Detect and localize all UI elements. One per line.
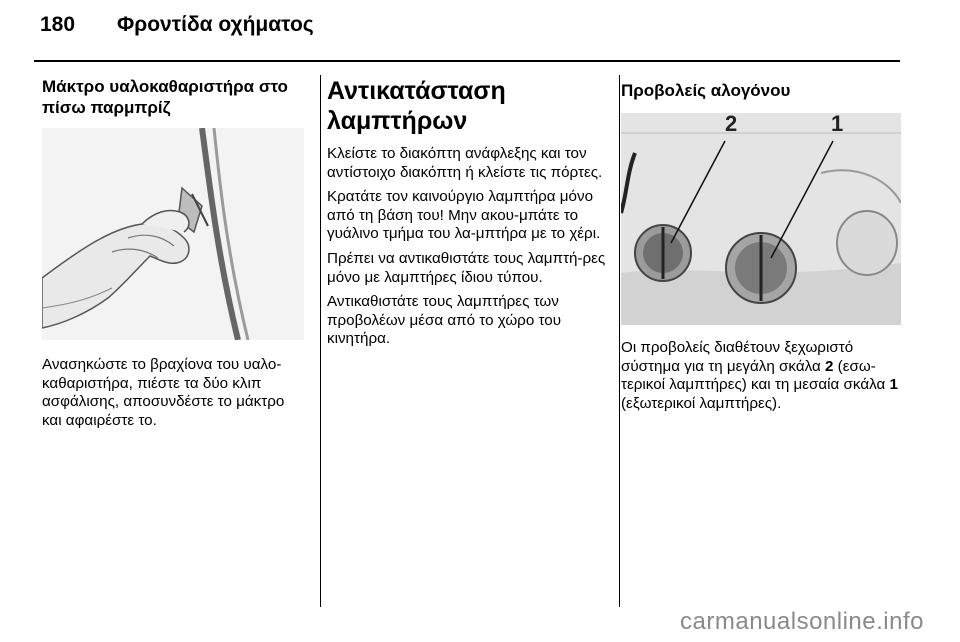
wiper-blade-text: Ανασηκώστε το βραχίονα του υαλο-καθαριστήρα, πιέστε τα δύο κλιπ ασφάλισης, αποσυνδέστε το μάκτρο και αφαιρέστε το. <box>42 356 285 429</box>
headlight-illustration <box>621 113 901 325</box>
halogen-text-bold-2: 2 <box>824 357 834 375</box>
halogen-headlights-section <box>621 76 903 419</box>
bulb-replacement-section <box>327 76 607 355</box>
halogen-text <box>621 339 903 413</box>
halogen-text-part-1: Οι προβολείς διαθέτουν ξεχωριστό σύστημα για τη μεγάλη σκάλα <box>621 339 854 375</box>
watermark: carmanualsonline.info <box>680 608 924 635</box>
callout-label-1: 1 <box>831 113 844 136</box>
bulb-paragraph-2: Κρατάτε τον καινούργιο λαμπτήρα μόνο από τη βάση του! Μην ακου-μπάτε το γυάλινο τμήμα του λα-μπτήρα με το χέρι. <box>327 188 601 243</box>
callout-label-2: 2 <box>725 113 738 136</box>
bulb-paragraph-3: Πρέπει να αντικαθιστάτε τους λαμπτή-ρες μόνο με λαμπτήρες ίδιου τύπου. <box>327 249 606 286</box>
halogen-text-part-3: (εξωτερικοί λαμπτήρες). <box>621 394 782 412</box>
bulb-paragraph-1: Κλείστε το διακόπτη ανάφλεξης και τον αντίστοιχο διακόπτη ή κλείστε τις πόρτες. <box>327 145 603 181</box>
halogen-heading: Προβολείς αλογόνου <box>621 81 791 100</box>
page-number: 180 <box>40 13 76 36</box>
page-title: Φροντίδα οχήματος <box>117 13 314 36</box>
wiper-blade-illustration <box>42 128 304 340</box>
bulb-paragraph-4: Αντικαθιστάτε τους λαμπτήρες των προβολέων μέσα από το χώρο του κινητήρα. <box>327 293 562 348</box>
halogen-text-bold-1: 1 <box>889 376 898 394</box>
halogen-text-part-2: (εσω-τερικοί λαμπτήρες) και τη μεσαία σκάλα <box>621 357 890 394</box>
column-divider-2 <box>619 75 620 607</box>
bulb-replacement-heading: Αντικατάσταση λαμπτήρων <box>327 77 506 135</box>
column-divider-1 <box>320 75 321 607</box>
wiper-blade-heading: Μάκτρο υαλοκαθαριστήρα στο πίσω παρμπρίζ <box>42 77 288 117</box>
wiper-blade-section <box>42 76 304 436</box>
header-rule <box>34 60 900 62</box>
